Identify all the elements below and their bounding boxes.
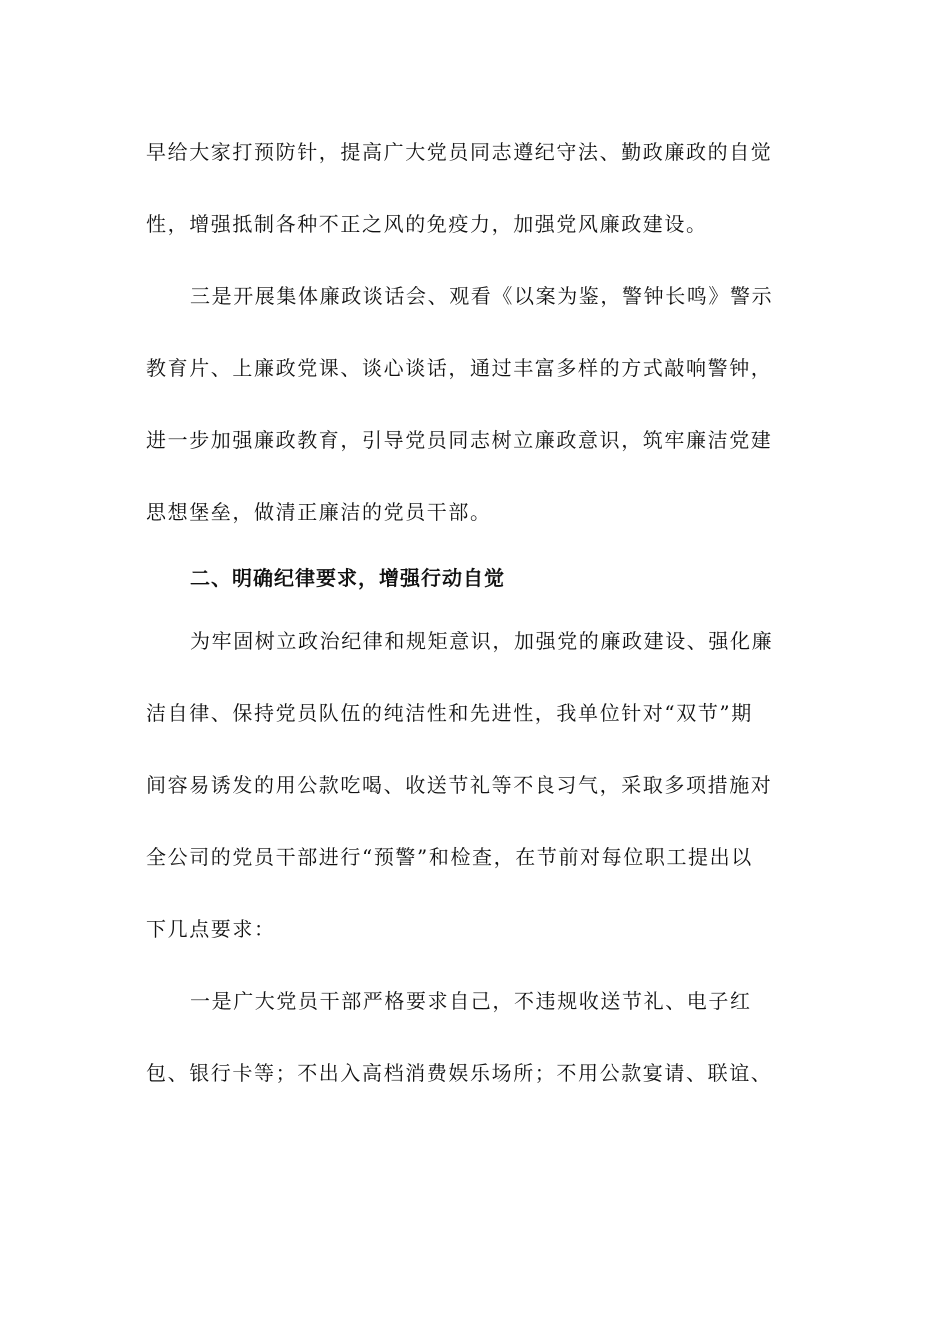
body-text-line: 洁自律、保持党员队伍的纯洁性和先进性，我单位针对“双节”期 — [146, 701, 753, 725]
body-text-line: 间容易诱发的用公款吃喝、收送节礼等不良习气，采取多项措施对 — [146, 773, 773, 797]
body-text-line: 性，增强抵制各种不正之风的免疫力，加强党风廉政建设。 — [146, 212, 708, 236]
body-text-line: 教育片、上廉政党课、谈心谈话，通过丰富多样的方式敲响警钟， — [146, 356, 773, 380]
paragraph-start-line: 一是广大党员干部严格要求自己，不违规收送节礼、电子红 — [190, 989, 752, 1013]
body-text-line: 早给大家打预防针，提高广大党员同志遵纪守法、勤政廉政的自觉 — [146, 140, 773, 164]
body-text-line: 思想堡垒，做清正廉洁的党员干部。 — [146, 500, 492, 524]
body-text-line: 进一步加强廉政教育，引导党员同志树立廉政意识，筑牢廉洁党建 — [146, 428, 773, 452]
paragraph-start-line: 三是开展集体廉政谈话会、观看《以案为鉴，警钟长鸣》警示 — [190, 284, 774, 308]
body-text-line: 全公司的党员干部进行“预警”和检查，在节前对每位职工提出以 — [146, 845, 753, 869]
paragraph-start-line: 为牢固树立政治纪律和规矩意识，加强党的廉政建设、强化廉 — [190, 629, 774, 653]
section-heading: 二、明确纪律要求，增强行动自觉 — [190, 566, 505, 590]
body-text-line: 下几点要求： — [146, 917, 276, 941]
body-text-line: 包、银行卡等；不出入高档消费娱乐场所；不用公款宴请、联谊、 — [146, 1061, 773, 1085]
